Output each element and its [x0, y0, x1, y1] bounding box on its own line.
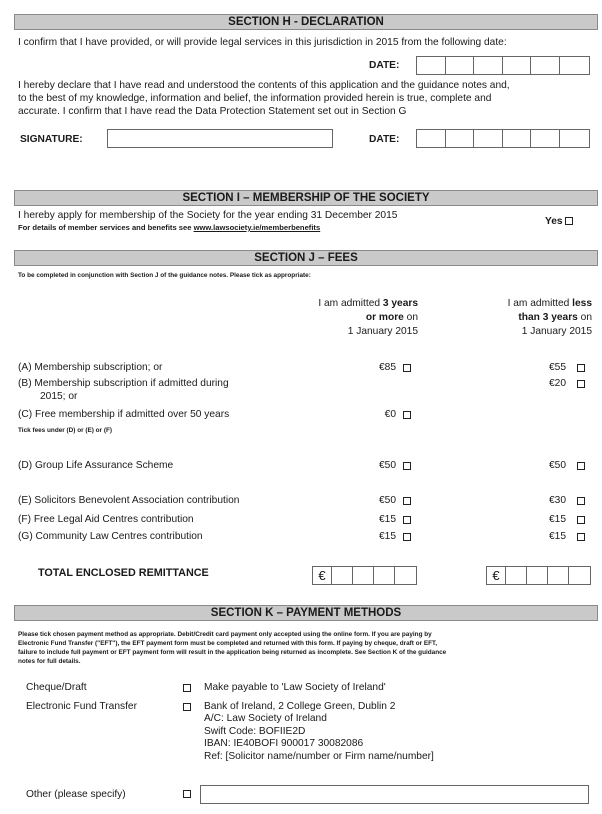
cheque-draft-checkbox[interactable] — [183, 684, 191, 692]
fee-row-g-label: (G) Community Law Centres contribution — [18, 531, 203, 542]
euro-symbol: € — [313, 567, 332, 584]
fee-row-c-amount-1: €0 — [384, 409, 396, 420]
fee-row-g-amount-1: €15 — [379, 531, 396, 542]
payment-intro-line-4: notes for full details. — [18, 658, 81, 665]
col1-line1-bold: 3 years — [382, 298, 418, 309]
fee-row-c-label: (C) Free membership if admitted over 50 years — [18, 409, 230, 420]
fee-row-d-amount-2: €50 — [549, 460, 566, 471]
eft-iban: IBAN: IE40BOFI 900017 30082086 — [204, 738, 364, 750]
tick-fees-note: Tick fees under (D) or (E) or (F) — [18, 427, 112, 434]
total-remittance-label: TOTAL ENCLOSED REMITTANCE — [38, 567, 209, 579]
eft-account-name: A/C: Law Society of Ireland — [204, 713, 327, 725]
other-payment-label: Other (please specify) — [26, 789, 126, 800]
signature-date-label: DATE: — [369, 134, 400, 145]
fee-row-b-checkbox-2[interactable] — [577, 380, 585, 388]
col2-line2-bold: than 3 years — [518, 312, 578, 323]
signature-date-field[interactable] — [416, 129, 590, 148]
member-benefits-note — [18, 223, 320, 232]
yes-label: Yes — [545, 216, 563, 227]
cheque-payee-text: Make payable to 'Law Society of Ireland' — [204, 682, 386, 693]
eft-checkbox[interactable] — [183, 703, 191, 711]
col1-line2-bold: or more — [365, 312, 404, 323]
fee-row-b-amount-2: €20 — [549, 378, 566, 389]
signature-field[interactable] — [107, 129, 333, 148]
fee-row-e-checkbox-2[interactable] — [577, 497, 585, 505]
col2-line1-text: I am admitted — [507, 298, 573, 309]
other-payment-checkbox[interactable] — [183, 790, 191, 798]
fee-row-d-amount-1: €50 — [379, 460, 396, 471]
section-j-header: SECTION J – FEES — [14, 250, 598, 266]
service-date-statement: I confirm that I have provided, or will provide legal services in this jurisdiction in 2015 from the following date: — [18, 37, 507, 48]
signature-label: SIGNATURE: — [20, 134, 83, 145]
date-label: DATE: — [369, 60, 400, 71]
eft-bank-address: Bank of Ireland, 2 College Green, Dublin 2 — [204, 701, 396, 712]
other-payment-field[interactable] — [200, 785, 589, 804]
fee-row-e-amount-1: €50 — [379, 495, 396, 506]
fee-row-d-label: (D) Group Life Assurance Scheme — [18, 460, 174, 471]
eft-swift-code: Swift Code: BOFIIE2D — [204, 725, 306, 737]
fee-row-a-amount-1: €85 — [379, 362, 396, 373]
eft-label: Electronic Fund Transfer — [26, 701, 137, 712]
fee-row-a-checkbox-1[interactable] — [403, 364, 411, 372]
member-benefits-prefix: For details of member services and benefits see — [18, 223, 194, 232]
fee-row-d-checkbox-2[interactable] — [577, 462, 585, 470]
fees-intro: To be completed in conjunction with Section J of the guidance notes. Please tick as appropriate: — [18, 272, 311, 279]
fee-row-g-checkbox-2[interactable] — [577, 533, 585, 541]
fee-row-d-checkbox-1[interactable] — [403, 462, 411, 470]
declaration-line-1: I hereby declare that I have read and understood the contents of this application and the guidance notes and, — [18, 80, 510, 91]
col1-line2-text: on — [403, 312, 418, 323]
col2-line3: 1 January 2015 — [521, 326, 592, 337]
fee-row-a-label: (A) Membership subscription; or — [18, 362, 163, 373]
total-remittance-field-1[interactable] — [312, 566, 417, 585]
fee-row-f-amount-2: €15 — [549, 514, 566, 525]
membership-yes-option[interactable] — [545, 216, 573, 227]
col2-line1-bold: less — [572, 298, 592, 309]
col1-line3: 1 January 2015 — [347, 326, 418, 337]
membership-apply-text: I hereby apply for membership of the Society for the year ending 31 December 2015 — [18, 210, 398, 221]
payment-intro-line-1: Please tick chosen payment method as appropriate. Debit/Credit card payment only accepted using the online form. If you are paying by — [18, 631, 432, 638]
cheque-draft-label: Cheque/Draft — [26, 682, 87, 693]
column-header-3-years-or-more — [250, 297, 418, 339]
fee-row-e-amount-2: €30 — [549, 495, 566, 506]
fee-row-b-label-continued: 2015; or — [40, 391, 78, 402]
fee-row-e-checkbox-1[interactable] — [403, 497, 411, 505]
section-k-header: SECTION K – PAYMENT METHODS — [14, 605, 598, 621]
payment-intro-line-3: failure to include full payment or EFT payment form will result in the application being returned as incomplete. See Section K of the guidance — [18, 649, 447, 656]
fee-row-g-amount-2: €15 — [549, 531, 566, 542]
eft-reference: Ref: [Solicitor name/number or Firm name/number] — [204, 750, 434, 762]
fee-row-f-checkbox-2[interactable] — [577, 516, 585, 524]
eft-bank-details — [204, 701, 434, 763]
declaration-line-3: accurate. I confirm that I have read the Data Protection Statement set out in Section G — [18, 106, 407, 117]
member-benefits-link[interactable]: www.lawsociety.ie/memberbenefits — [193, 223, 321, 232]
fee-row-c-checkbox-1[interactable] — [403, 411, 411, 419]
fee-row-b-label: (B) Membership subscription if admitted during — [18, 378, 229, 389]
declaration-line-2: to the best of my knowledge, information and belief, the information provided herein is true, complete and — [18, 93, 492, 104]
section-h-header: SECTION H - DECLARATION — [14, 14, 598, 30]
fee-row-e-label: (E) Solicitors Benevolent Association contribution — [18, 495, 240, 506]
fee-row-f-checkbox-1[interactable] — [403, 516, 411, 524]
euro-symbol: € — [487, 567, 506, 584]
fee-row-a-amount-2: €55 — [549, 362, 566, 373]
total-remittance-field-2[interactable] — [486, 566, 591, 585]
fee-row-f-amount-1: €15 — [379, 514, 396, 525]
col2-line2-text: on — [577, 312, 592, 323]
service-date-field[interactable] — [416, 56, 590, 75]
yes-checkbox[interactable] — [565, 217, 573, 225]
col1-line1-text: I am admitted — [318, 298, 383, 309]
fee-row-a-checkbox-2[interactable] — [577, 364, 585, 372]
payment-intro-line-2: Electronic Fund Transfer ("EFT"), the EFT payment form must be completed and returned with this form. If paying by cheque, draft or EFT, — [18, 640, 438, 647]
fee-row-g-checkbox-1[interactable] — [403, 533, 411, 541]
section-i-header: SECTION I – MEMBERSHIP OF THE SOCIETY — [14, 190, 598, 206]
fee-row-f-label: (F) Free Legal Aid Centres contribution — [18, 514, 194, 525]
column-header-less-than-3-years — [424, 297, 592, 339]
